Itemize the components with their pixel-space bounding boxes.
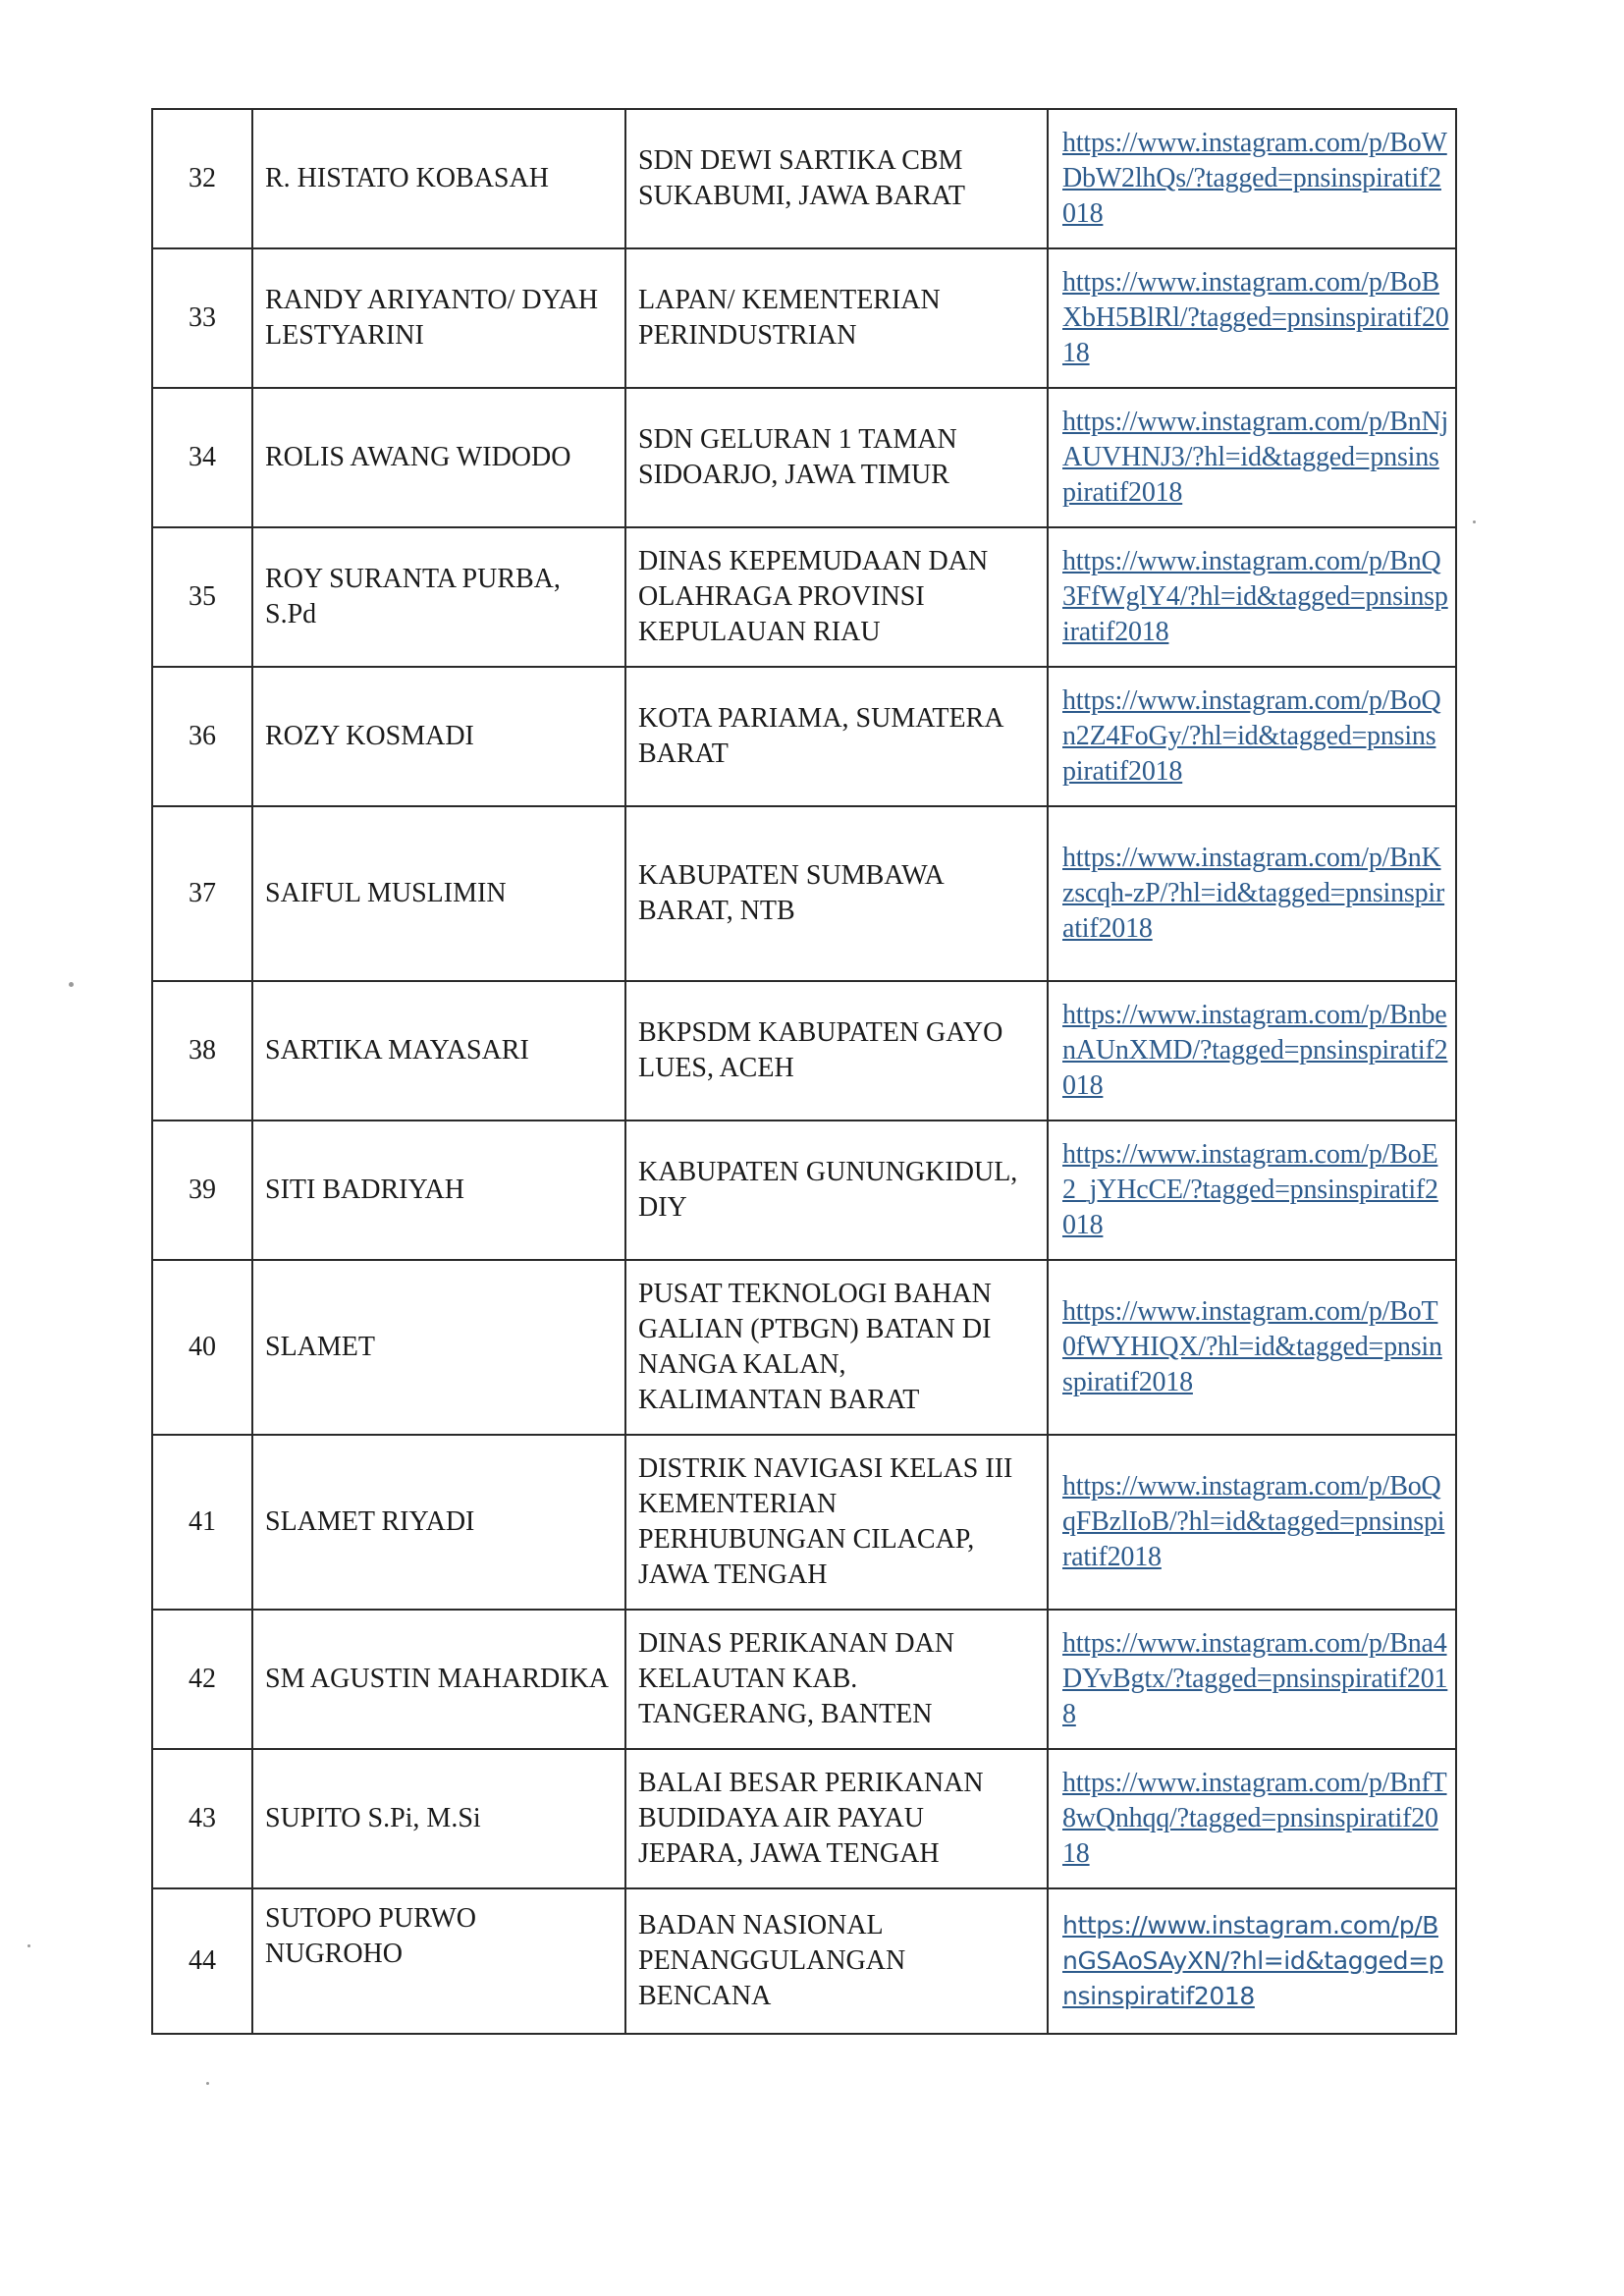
table-row xyxy=(152,1260,1456,1435)
institution: KOTA PARIAMA, SUMATERA BARAT xyxy=(625,667,1048,806)
row-number: 43 xyxy=(152,1749,252,1888)
instagram-link[interactable]: https://www.instagram.com/p/BoBXbH5BlRl/?tagged=pnsinspiratif2018 xyxy=(1062,267,1449,368)
participant-name: SAIFUL MUSLIMIN xyxy=(252,806,625,981)
participant-name: SUTOPO PURWO NUGROHO xyxy=(252,1888,625,2034)
participant-name: SLAMET xyxy=(252,1260,625,1435)
institution: SDN GELURAN 1 TAMAN SIDOARJO, JAWA TIMUR xyxy=(625,388,1048,527)
row-number: 42 xyxy=(152,1610,252,1749)
instagram-link[interactable]: https://www.instagram.com/p/BnfT8wQnhqq/?tagged=pnsinspiratif2018 xyxy=(1062,1768,1447,1869)
participant-name: SARTIKA MAYASARI xyxy=(252,981,625,1121)
row-number: 32 xyxy=(152,109,252,248)
institution: DINAS KEPEMUDAAN DAN OLAHRAGA PROVINSI KEPULAUAN RIAU xyxy=(625,527,1048,667)
institution: BADAN NASIONAL PENANGGULANGAN BENCANA xyxy=(625,1888,1048,2034)
participant-name: SLAMET RIYADI xyxy=(252,1435,625,1610)
institution: KABUPATEN GUNUNGKIDUL, DIY xyxy=(625,1121,1048,1260)
instagram-link[interactable]: https://www.instagram.com/p/BnbenAUnXMD/?tagged=pnsinspiratif2018 xyxy=(1062,1000,1448,1101)
row-number: 38 xyxy=(152,981,252,1121)
table-row xyxy=(152,981,1456,1121)
institution: DINAS PERIKANAN DAN KELAUTAN KAB. TANGERANG, BANTEN xyxy=(625,1610,1048,1749)
instagram-link[interactable]: https://www.instagram.com/p/Bna4DYvBgtx/?tagged=pnsinspiratif2018 xyxy=(1062,1628,1448,1729)
participant-name: SUPITO S.Pi, M.Si xyxy=(252,1749,625,1888)
table-row xyxy=(152,527,1456,667)
row-number: 44 xyxy=(152,1888,252,2034)
scan-speck xyxy=(1473,520,1476,523)
table-row xyxy=(152,806,1456,981)
institution: LAPAN/ KEMENTERIAN PERINDUSTRIAN xyxy=(625,248,1048,388)
row-number: 40 xyxy=(152,1260,252,1435)
table-row xyxy=(152,1749,1456,1888)
row-number: 33 xyxy=(152,248,252,388)
institution: BALAI BESAR PERIKANAN BUDIDAYA AIR PAYAU JEPARA, JAWA TENGAH xyxy=(625,1749,1048,1888)
institution: KABUPATEN SUMBAWA BARAT, NTB xyxy=(625,806,1048,981)
participant-name: ROLIS AWANG WIDODO xyxy=(252,388,625,527)
instagram-link[interactable]: https://www.instagram.com/p/BnQ3FfWglY4/?hl=id&tagged=pnsinspiratif2018 xyxy=(1062,546,1448,647)
table-row xyxy=(152,388,1456,527)
instagram-link[interactable]: https://www.instagram.com/p/BoQn2Z4FoGy/?hl=id&tagged=pnsinspiratif2018 xyxy=(1062,685,1441,787)
table-row xyxy=(152,667,1456,806)
row-number: 36 xyxy=(152,667,252,806)
participant-name: SM AGUSTIN MAHARDIKA xyxy=(252,1610,625,1749)
table-row xyxy=(152,1888,1456,2034)
table-row xyxy=(152,1121,1456,1260)
instagram-link[interactable]: https://www.instagram.com/p/BoT0fWYHIQX/?hl=id&tagged=pnsinspiratif2018 xyxy=(1062,1296,1442,1397)
row-number: 41 xyxy=(152,1435,252,1610)
scan-speck xyxy=(69,982,74,987)
row-number: 37 xyxy=(152,806,252,981)
table-row xyxy=(152,109,1456,248)
scan-speck xyxy=(206,2082,209,2085)
participant-name: R. HISTATO KOBASAH xyxy=(252,109,625,248)
participants-table xyxy=(151,108,1457,2035)
row-number: 39 xyxy=(152,1121,252,1260)
instagram-link[interactable]: https://www.instagram.com/p/BnKzscqh-zP/?hl=id&tagged=pnsinspiratif2018 xyxy=(1062,843,1445,944)
instagram-link[interactable]: https://www.instagram.com/p/BnNjAUVHNJ3/?hl=id&tagged=pnsinspiratif2018 xyxy=(1062,407,1449,508)
table-row xyxy=(152,1610,1456,1749)
instagram-link[interactable]: https://www.instagram.com/p/BoWDbW2lhQs/?tagged=pnsinspiratif2018 xyxy=(1062,128,1447,229)
instagram-link[interactable]: https://www.instagram.com/p/BnGSAoSAyXN/?hl=id&tagged=pnsinspiratif2018 xyxy=(1062,1911,1444,2010)
row-number: 34 xyxy=(152,388,252,527)
institution: BKPSDM KABUPATEN GAYO LUES, ACEH xyxy=(625,981,1048,1121)
participant-name: ROY SURANTA PURBA, S.Pd xyxy=(252,527,625,667)
table-row xyxy=(152,1435,1456,1610)
table-row xyxy=(152,248,1456,388)
institution: PUSAT TEKNOLOGI BAHAN GALIAN (PTBGN) BATAN DI NANGA KALAN, KALIMANTAN BARAT xyxy=(625,1260,1048,1435)
instagram-link[interactable]: https://www.instagram.com/p/BoQqFBzlIoB/?hl=id&tagged=pnsinspiratif2018 xyxy=(1062,1471,1445,1572)
participant-name: RANDY ARIYANTO/ DYAH LESTYARINI xyxy=(252,248,625,388)
participant-name: SITI BADRIYAH xyxy=(252,1121,625,1260)
instagram-link[interactable]: https://www.instagram.com/p/BoE2_jYHcCE/?tagged=pnsinspiratif2018 xyxy=(1062,1139,1438,1240)
participant-name: ROZY KOSMADI xyxy=(252,667,625,806)
scan-speck xyxy=(27,1944,30,1947)
row-number: 35 xyxy=(152,527,252,667)
institution: DISTRIK NAVIGASI KELAS III KEMENTERIAN PERHUBUNGAN CILACAP, JAWA TENGAH xyxy=(625,1435,1048,1610)
institution: SDN DEWI SARTIKA CBM SUKABUMI, JAWA BARAT xyxy=(625,109,1048,248)
